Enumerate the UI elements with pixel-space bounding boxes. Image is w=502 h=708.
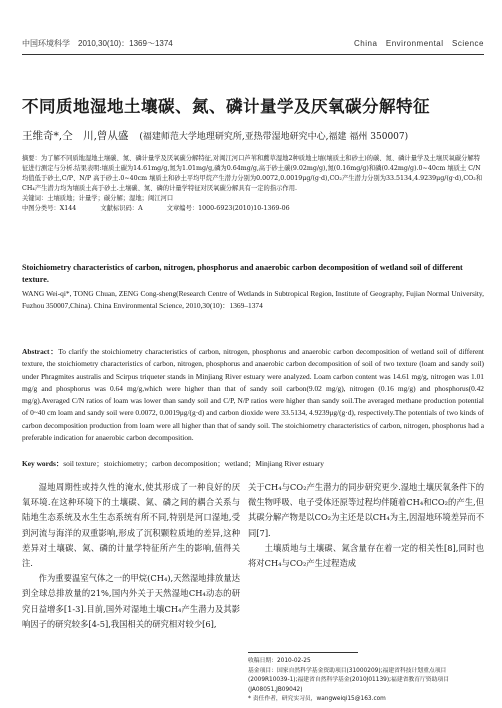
- paragraph: 土壤质地与土壤碳、氮含量存在着一定的相关性[8],同时也将对CH₄与CO₂产生过程造成: [248, 542, 484, 569]
- author-affiliation: (福建师范大学地理研究所,亚热带湿地研究中心,福建 福州 350007): [139, 132, 409, 142]
- body-column-left: [22, 480, 240, 632]
- english-keywords: [22, 458, 484, 469]
- clc-number: 中图分类号：X144: [22, 205, 77, 212]
- journal-name-en: China Environmental Science: [354, 39, 484, 48]
- english-authors: WANG Wei-qi*, TONG Chuan, ZENG Cong-sheng(Research Centre of Wetlands in Subtropical Region, Institute of Geography, Fujian Normal University, Fuzhou 350007,China). China Environmental Science, 2010,30(10)：1369–1374: [22, 289, 484, 310]
- article-number: 文章编号：1000-6923(2010)10-1369-06: [166, 205, 290, 212]
- footnotes: [248, 657, 484, 705]
- keywords-cn: 关键词：土壤质地；计量学；碳分解；湿地；闽江河口: [22, 195, 174, 202]
- english-title: Stoichiometry characteristics of carbon, nitrogen, phosphorus and anaerobic carbon decomposition of wetland soil of different texture.: [22, 263, 463, 284]
- running-header: [22, 38, 484, 52]
- paragraph: 关于CH₄与CO₂产生潜力的同步研究更少.湿地土壤厌氧条件下的微生物呼吸、电子受体还原等过程均伴随着CH₄和CO₂的产生,但其碳分解产物是以CO₂为主还是以CH₄为主,因湿地环境差异而不同[7].: [248, 482, 484, 538]
- keywords-label: Key words：: [22, 459, 64, 468]
- paragraph: 湿地周期性或持久性的淹水,使其形成了一种良好的厌氧环境.在这种环境下的土壤碳、氮、磷之间的耦合关系与陆地生态系统及水生生态系统有所不同,特别是河口湿地,受到河流与海洋的双重影响,形成了沉积颗粒质地的差异,这种差异对土壤碳、氮、磷的计量学特征所产生的影响,值得关注.: [22, 482, 240, 569]
- body-column-right: [248, 480, 484, 571]
- funding-note: 基金项目：国家自然科学基金资助项目(31000209);福建省科技计划重点项目(2009R10039-1);福建省自然科学基金(2010J01139);福建省教育厅资助项目(JA08051,JB09042): [248, 667, 449, 693]
- english-abstract: [22, 346, 484, 444]
- author-line: [22, 128, 484, 143]
- chinese-abstract-block: [22, 154, 484, 214]
- received-date: 收稿日期：2010-02-25: [248, 658, 311, 664]
- footnote-rule: [248, 652, 358, 653]
- corresponding-author: * 责任作者，研究实习员，wangweiqi15@163.com: [248, 696, 386, 702]
- paper-title: 不同质地湿地土壤碳、氮、磷计量学及厌氧碳分解特征: [22, 97, 430, 116]
- abstract-text: To clarify the stoichiometry characteristics of carbon, nitrogen, phosphorus and anaerobic carbon decomposition of wetland soil of different texture, the stoichiometry characteristics of carbon, nitrogen, phosphorus and anaerobic carbon decomposition of soil of two texture (loam and sandy soil) under Phragmites australis and Scirpus triqueter stands in Minjiang River estuary were analyzed. Loam carbon content was 14.61 mg/g, nitrogen was 1.01 mg/g and phosphorus was 0.64 mg/g,which were higher than that of sandy soil carbon(9.02 mg/g), nitrogen (0.16 mg/g) and phosphorus(0.42 mg/g).Averaged C/N ratios of loam was lower than sandy soil and C/P, N/P ratios were higher than sandy soil.The averaged methane production potential of 0~40 cm loam and sandy soil were 0.0072, 0.0019μg/(g·d) and carbon dioxide were 33.5134, 4.9239μg/(g·d), respectively.The potentials of two kinds of carbon decomposition production from loam were all higher than that of sandy soil. The stoichiometry characteristics of carbon, nitrogen, phosphorus had a preferable indication for anaerobic carbon decomposition.: [22, 347, 484, 443]
- keywords-text: soil texture；stoichiometry；carbon decomposition；wetland；Minjiang River estuary: [63, 459, 324, 468]
- journal-citation-cn: 中国环境科学 2010,30(10)：1369～1374: [22, 39, 173, 48]
- abstract-label: Abstract：: [22, 347, 59, 356]
- author-names: 王维奇*,仝 川,曾从盛: [22, 130, 129, 142]
- abstract-cn: 摘要：为了解不同质地湿地土壤碳、氮、磷计量学及厌氧碳分解特征,对闽江河口芦苇和藨草湿地2种质地土壤(壤质土和砂土)的碳、氮、磷计量学及土壤厌氧碳分解特征进行测定与分析.结果表明:壤质土碳为14.61mg/g,氮为1.01mg/g,磷为0.64mg/g,高于砂土碳(9.02mg/g),氮(0.16mg/g)和磷(0.42mg/g).0~40cm 壤质土 C/N 均值低于砂土,C/P、N/P 高于砂土.0~40cm 壤质土和砂土平均甲烷产生潜力分别为0.0072,0.0019μg/(g·d),CO₂产生潜力分别为33.5134,4.9239μg/(g·d),CO₂和CH₄产生潜力均为壤质土高于砂土.土壤碳、氮、磷的计量学特征对厌氧碳分解具有一定的指示作用.: [22, 155, 483, 192]
- header-rule: [22, 54, 484, 55]
- document-code: 文献标识码：A: [100, 205, 143, 212]
- article-meta-cn: [22, 204, 484, 214]
- paragraph: 作为重要温室气体之一的甲烷(CH₄),天然湿地排放量达到全球总排放量的21%,国内外关于天然湿地CH₄动态的研究日益增多[1-3].目前,国外对湿地土壤CH₄产生潜力及其影响因子的研究较多[4-5],我国相关的研究相对较少[6],: [22, 573, 240, 629]
